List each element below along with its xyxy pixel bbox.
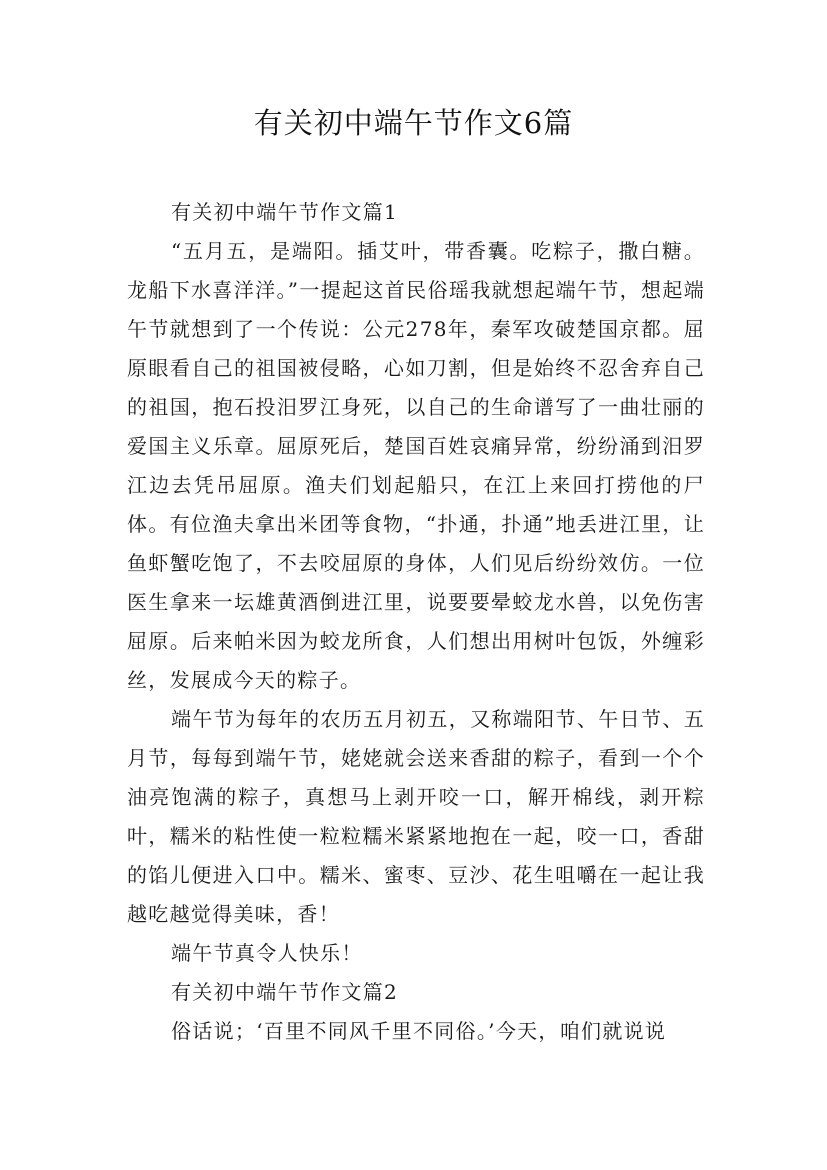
section-2-paragraph-1: 俗话说；‘百里不同风千里不同俗。’今天，咱们就说说 xyxy=(171,1019,667,1043)
document-title: 有关初中端午节作文6篇 xyxy=(253,106,574,140)
section-1-paragraph-3: 端午节真令人快乐！ xyxy=(171,941,363,965)
section-1-paragraph-1: “五月五，是端阳。插艾叶，带香囊。吃粽子，撒白糖。龙船下水喜洋洋。”一提起这首民俗瑶我就想起端午节，想起端午节就想到了一个传说：公元278年，秦军攻破楚国京都。屈原眼看自己的祖国被侵略，心如刀割，但是始终不忍舍弃自己的祖国，抱石投汨罗江身死，以自己的生命谱写了一曲壮丽的爱国主义乐章。屈原死后，楚国百姓哀痛异常，纷纷涌到汨罗江边去凭吊屈原。渔夫们划起船只，在江上来回打捞他的尸体。有位渔夫拿出米团等食物，“扑通，扑通”地丢进江里，让鱼虾蟹吃饱了，不去咬屈原的身体，人们见后纷纷效仿。一位医生拿来一坛雄黄酒倒进江里，说要要晕蛟龙水兽，以免伤害屈原。后来帕米因为蛟龙所食，人们想出用树叶包饭，外缠彩丝，发展成今天的粽子。 xyxy=(127,239,705,692)
section-1-paragraph-2: 端午节为每年的农历五月初五，又称端阳节、午日节、五月节，每每到端午节，姥姥就会送来香甜的粽子，看到一个个油亮饱满的粽子，真想马上剥开咬一口，解开棉线，剥开粽叶，糯米的粘性使一粒粒糯米紧紧地抱在一起，咬一口，香甜的馅儿便进入口中。糯米、蜜枣、豆沙、花生咀嚼在一起让我越吃越觉得美味，香！ xyxy=(127,707,705,926)
section-1-heading: 有关初中端午节作文篇1 xyxy=(171,200,399,224)
document-body xyxy=(127,193,705,1051)
section-2-heading: 有关初中端午节作文篇2 xyxy=(171,980,399,1004)
